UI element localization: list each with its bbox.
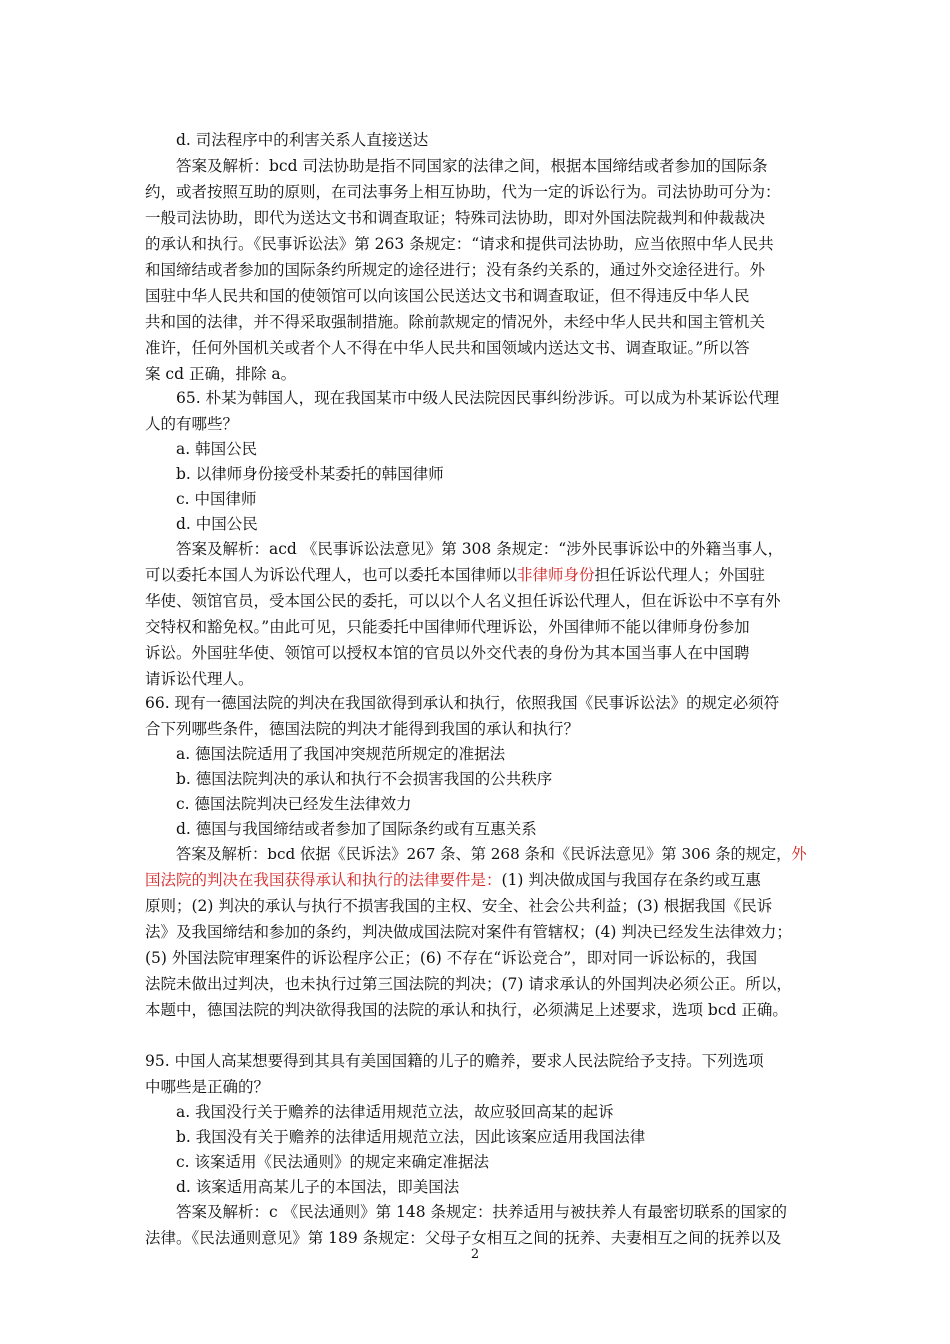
option-line: d. 中国公民: [176, 515, 258, 533]
question-line: 人的有哪些？: [145, 415, 239, 433]
answer-line: 共和国的法律，并不得采取强制措施。除前款规定的情况外，未经中华人民共和国主管机关: [145, 313, 766, 331]
answer-text: (1) 判决做成国与我国存在条约或互惠: [501, 871, 761, 889]
highlighted-text: 外: [791, 845, 807, 863]
option-line: d. 德国与我国缔结或者参加了国际条约或有互惠关系: [176, 820, 537, 838]
answer-line: 国驻中华人民共和国的使领馆可以向该国公民送达文书和调查取证，但不得违反中华人民: [145, 287, 750, 305]
answer-line: 准许，任何外国机关或者个人不得在中华人民共和国领域内送达文书、调查取证。”所以答: [145, 339, 750, 357]
answer-line: 诉讼。外国驻华使、领馆可以授权本馆的官员以外交代表的身份为其本国当事人在中国聘: [145, 644, 750, 662]
answer-line: 原则；(2) 判决的承认与执行不损害我国的主权、安全、社会公共利益；(3) 根据我国《民诉: [145, 897, 773, 915]
option-line: d. 该案适用高某儿子的本国法，即美国法: [176, 1178, 460, 1196]
answer-line: 法律。《民法通则意见》第 189 条规定：父母子女相互之间的抚养、夫妻相互之间的抚养以及: [145, 1229, 782, 1247]
option-line: b. 我国没有关于赡养的法律适用规范立法，因此该案应适用我国法律: [176, 1128, 646, 1146]
question-line: 合下列哪些条件，德国法院的判决才能得到我国的承认和执行？: [145, 720, 580, 738]
answer-line: 交特权和豁免权。”由此可见，只能委托中国律师代理诉讼，外国律师不能以律师身份参加: [145, 618, 750, 636]
option-line: c. 德国法院判决已经发生法律效力: [176, 795, 412, 813]
question-line: 65. 朴某为韩国人，现在我国某市中级人民法院因民事纠纷涉诉。可以成为朴某诉讼代理: [176, 389, 780, 407]
answer-line: [145, 562, 765, 588]
option-line: a. 韩国公民: [176, 440, 258, 458]
highlighted-text: 国法院的判决在我国获得承认和执行的法律要件是：: [145, 871, 502, 889]
answer-line: 的承认和执行。《民事诉讼法》第 263 条规定：“请求和提供司法协助，应当依照中华人民共: [145, 235, 774, 253]
answer-line: 约，或者按照互助的原则，在司法事务上相互协助，代为一定的诉讼行为。司法协助可分为：: [145, 183, 781, 201]
answer-line: (5) 外国法院审理案件的诉讼程序公正；(6) 不存在“诉讼竞合”，即对同一诉讼标的，我国: [145, 949, 758, 967]
question-line: 95. 中国人高某想要得到其具有美国国籍的儿子的赡养，要求人民法院给予支持。下列选项: [145, 1052, 764, 1070]
answer-line: 答案及解析：acd 《民事诉讼法意见》第 308 条规定：“涉外民事诉讼中的外籍当事人，: [176, 540, 784, 558]
answer-line: 一般司法协助，即代为送达文书和调查取证；特殊司法协助，即对外国法院裁判和仲裁裁决: [145, 209, 766, 227]
highlighted-text: 非律师身份: [517, 566, 595, 584]
page-number: 2: [470, 1247, 480, 1262]
option-line: a. 德国法院适用了我国冲突规范所规定的准据法: [176, 745, 506, 763]
answer-line: 法》及我国缔结和参加的条约，判决做成国法院对案件有管辖权；(4) 判决已经发生法律效力；: [145, 923, 792, 941]
answer-text: 可以委托本国人为诉讼代理人，也可以委托本国律师以: [145, 566, 518, 584]
answer-line: [176, 841, 807, 867]
answer-line: 法院未做出过判决，也未执行过第三国法院的判决；(7) 请求承认的外国判决必须公正。所以，: [145, 975, 792, 993]
question-line: 66. 现有一德国法院的判决在我国欲得到承认和执行，依照我国《民事诉讼法》的规定必须符: [145, 694, 780, 712]
option-line: c. 中国律师: [176, 490, 257, 508]
option-line: b. 德国法院判决的承认和执行不会损害我国的公共秩序: [176, 770, 553, 788]
answer-line: 请诉讼代理人。: [145, 670, 254, 688]
answer-line: 本题中，德国法院的判决欲得我国的法院的承认和执行，必须满足上述要求，选项 bcd 正确。: [145, 1001, 788, 1019]
answer-line: 答案及解析：bcd 司法协助是指不同国家的法律之间，根据本国缔结或者参加的国际条: [176, 157, 768, 175]
answer-line: 案 cd 正确，排除 a。: [145, 365, 297, 383]
answer-text: 担任诉讼代理人；外国驻: [594, 566, 766, 584]
question-line: 中哪些是正确的？: [145, 1078, 270, 1096]
option-line: d. 司法程序中的利害关系人直接送达: [176, 131, 429, 149]
option-line: c. 该案适用《民法通则》的规定来确定准据法: [176, 1153, 490, 1171]
answer-line: [145, 867, 761, 893]
answer-line: 答案及解析：c 《民法通则》第 148 条规定：扶养适用与被扶养人有最密切联系的国家的: [176, 1203, 788, 1221]
answer-line: 华使、领馆官员，受本国公民的委托，可以以个人名义担任诉讼代理人，但在诉讼中不享有外: [145, 592, 781, 610]
option-line: a. 我国没行关于赡养的法律适用规范立法，故应驳回高某的起诉: [176, 1103, 614, 1121]
answer-text: 答案及解析：bcd 依据《民诉法》267 条、第 268 条和《民诉法意见》第 306 条的规定，: [176, 845, 792, 863]
option-line: b. 以律师身份接受朴某委托的韩国律师: [176, 465, 444, 483]
answer-line: 和国缔结或者参加的国际条约所规定的途径进行；没有条约关系的，通过外交途径进行。外: [145, 261, 766, 279]
